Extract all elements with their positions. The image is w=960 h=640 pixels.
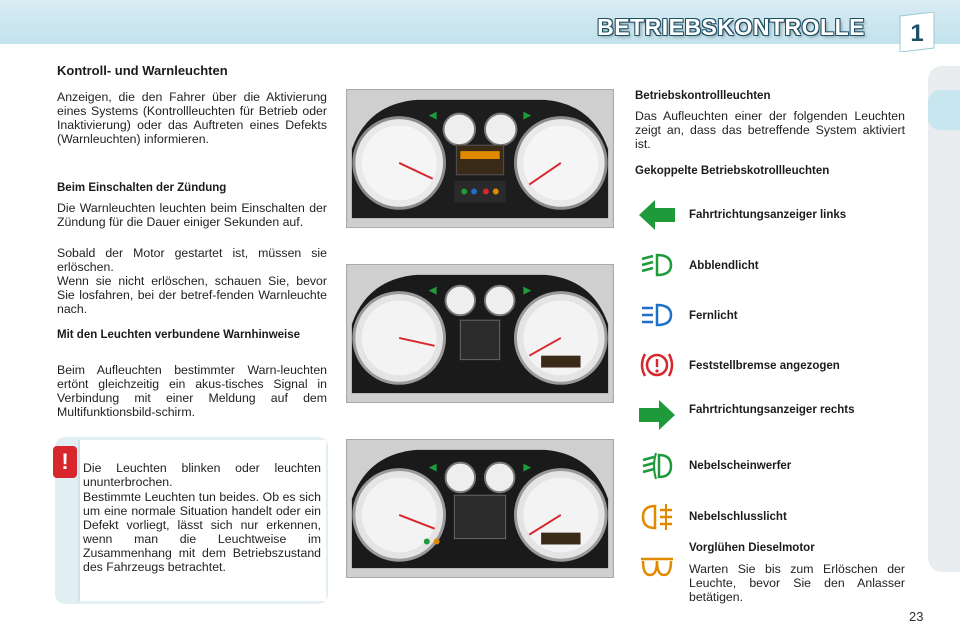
linked-warnings-paragraph: Beim Aufleuchten bestimmter Warn-leuchten ertönt gleichzeitig ein akus-tisches Signal in Verbindung mit einer Meldung auf dem Multifunktionsbild-schirm. <box>57 363 327 419</box>
rear-fog-icon <box>637 500 677 534</box>
chapter-title: BETRIEBSKONTROLLE <box>597 14 865 40</box>
warning-exclamation-icon: ! <box>53 446 77 478</box>
glow-plug-icon <box>637 551 677 585</box>
chapter-number-badge <box>896 12 938 52</box>
indicator-label-parking-brake: Feststellbremse angezogen <box>689 360 840 372</box>
coupled-lights-heading: Gekoppelte Betriebskotrollleuchten <box>635 165 830 177</box>
ignition-heading: Beim Einschalten der Zündung <box>57 182 227 194</box>
warning-paragraph-2: Bestimmte Leuchten tun beides. Ob es sich um eine normale Situation handelt oder ein Defekt vorliegt, lässt sich nur erkennen, wenn man die Leuchtweise im Zusammenhang mit dem Betriebszustand des Fahrzeugs betrachtet. <box>83 490 321 574</box>
low-beam-icon <box>637 248 677 282</box>
instrument-cluster-image-1 <box>346 89 614 228</box>
instrument-cluster-image-2 <box>346 264 614 403</box>
operation-lights-heading: Betriebskontrollleuchten <box>635 90 771 102</box>
front-fog-icon <box>637 449 677 483</box>
chapter-number: 1 <box>910 20 924 47</box>
indicator-label-turn-left: Fahrtrichtungsanzeiger links <box>689 209 847 221</box>
indicator-label-high-beam: Fernlicht <box>689 310 738 322</box>
intro-paragraph: Anzeigen, die den Fahrer über die Aktivierung eines Systems (Kontrollleuchten für Betrieb oder Inaktivierung) oder das Auftreten eines Defekts (Warnleuchten) informieren. <box>57 90 327 146</box>
indicator-label-low-beam: Abblendlicht <box>689 260 759 272</box>
section-title: Kontroll- und Warnleuchten <box>57 63 228 78</box>
ignition-paragraph-1: Die Warnleuchten leuchten beim Einschalten der Zündung für die Dauer einiger Sekunden auf. <box>57 201 327 229</box>
turn-left-arrow-icon <box>637 198 677 232</box>
ignition-paragraph-3: Wenn sie nicht erlöschen, schauen Sie, bevor Sie losfahren, bei der betref-fenden Warnleuchte nach. <box>57 274 327 316</box>
ignition-paragraph-2: Sobald der Motor gestartet ist, müssen sie erlöschen. <box>57 246 327 274</box>
chapter-rail <box>928 66 960 572</box>
glow-plug-description: Warten Sie bis zum Erlöschen der Leuchte, bevor Sie den Anlasser betätigen. <box>689 562 905 604</box>
parking-brake-icon <box>637 348 677 382</box>
operation-lights-paragraph: Das Aufleuchten einer der folgenden Leuchten zeigt an, dass das betreffende System aktiviert ist. <box>635 109 905 151</box>
indicator-label-glow-plug: Vorglühen Dieselmotor <box>689 542 815 554</box>
warning-paragraph-1: Die Leuchten blinken oder leuchten ununterbrochen. <box>83 461 321 489</box>
page-number: 23 <box>909 609 924 624</box>
chapter-rail-active <box>928 90 960 130</box>
indicator-label-rear-fog: Nebelschlusslicht <box>689 511 787 523</box>
indicator-label-turn-right: Fahrtrichtungsanzeiger rechts <box>689 404 855 416</box>
turn-right-arrow-icon <box>637 398 677 432</box>
high-beam-icon <box>637 298 677 332</box>
indicator-label-front-fog: Nebelscheinwerfer <box>689 460 792 472</box>
linked-warnings-heading: Mit den Leuchten verbundene Warnhinweise <box>57 329 301 341</box>
instrument-cluster-image-3 <box>346 439 614 578</box>
